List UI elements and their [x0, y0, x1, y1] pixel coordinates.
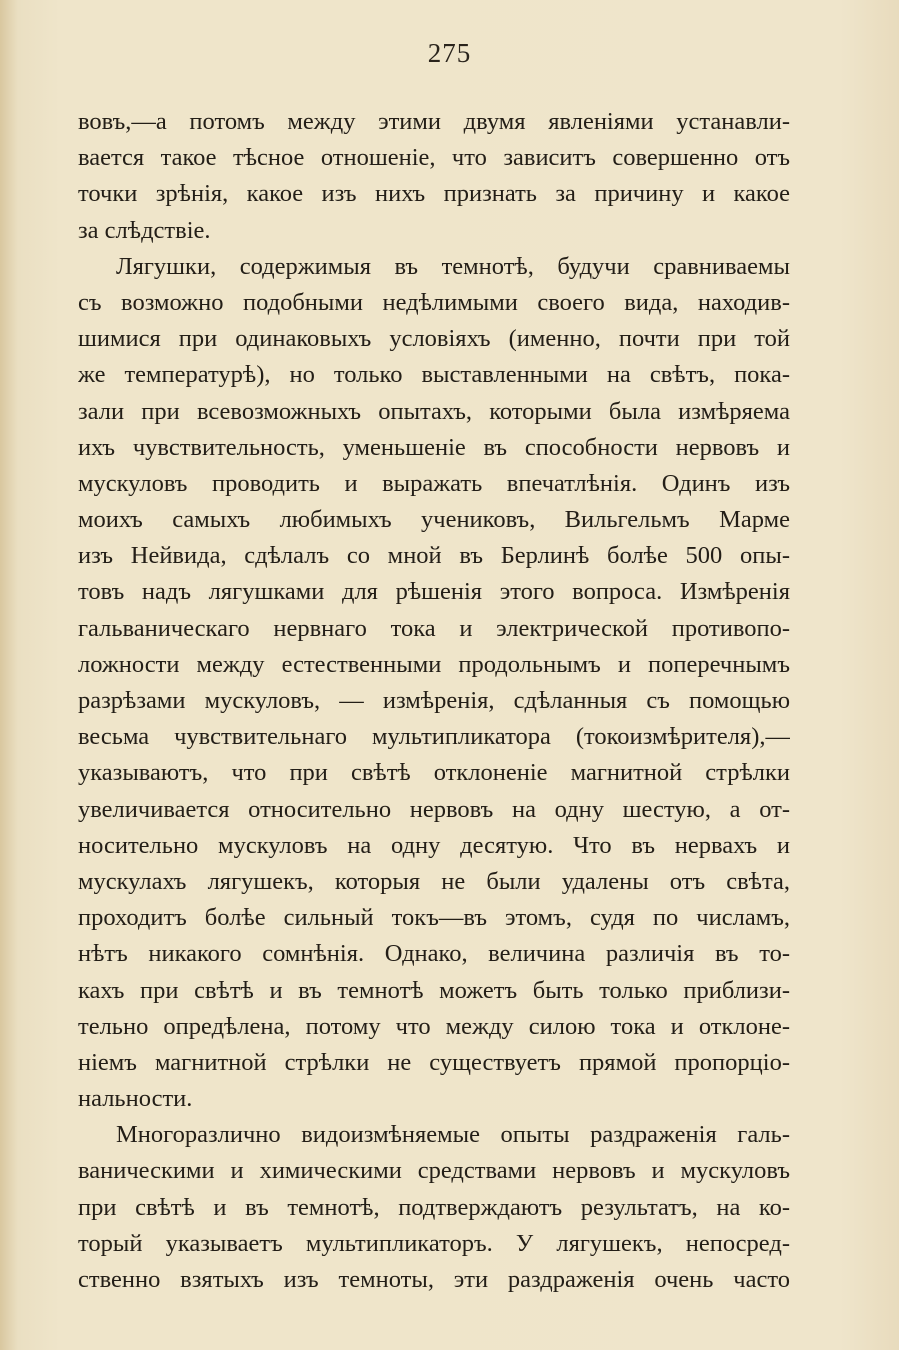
text-line: нальности.	[78, 1085, 193, 1113]
text-line: тельно опредѣлена, потому что между силою тока и отклоне-	[78, 1012, 790, 1040]
text-line: весьма чувствительнаго мультипликатора (токоизмѣрителя),—	[78, 723, 790, 751]
text-line: точки зрѣнія, какое изъ нихъ признать за причину и какое	[78, 180, 790, 208]
text-line: вается такое тѣсное отношеніе, что зависитъ совершенно отъ	[78, 144, 790, 172]
text-line: зали при всевозможныхъ опытахъ, которыми была измѣряема	[78, 397, 790, 425]
paragraph-start-line: Многоразлично видоизмѣняемые опыты раздраженія галь-	[116, 1121, 790, 1149]
text-line: изъ Нейвида, сдѣлалъ со мной въ Берлинѣ болѣе 500 опы-	[78, 542, 790, 570]
text-line: ственно взятыхъ изъ темноты, эти раздраженія очень часто	[78, 1266, 790, 1293]
text-line: ложности между естественными продольнымъ и поперечнымъ	[78, 650, 790, 678]
text-line: ваническими и химическими средствами нервовъ и мускуловъ	[78, 1157, 790, 1185]
text-line: же температурѣ), но только выставленными на свѣтъ, пока-	[78, 361, 790, 389]
text-line: проходитъ болѣе сильный токъ—въ этомъ, судя по числамъ,	[78, 904, 790, 932]
text-line: съ возможно подобными недѣлимыми своего вида, находив-	[78, 288, 790, 316]
text-line: кахъ при свѣтѣ и въ темнотѣ можетъ быть только приблизи-	[78, 976, 790, 1004]
text-line: вовъ,—а потомъ между этими двумя явленіями устанавли-	[78, 108, 790, 135]
text-line: носительно мускуловъ на одну десятую. Что въ нервахъ и	[78, 831, 790, 859]
paragraph-start-line: Лягушки, содержимыя въ темнотѣ, будучи сравниваемы	[116, 252, 790, 280]
text-line: гальваническаго нервнаго тока и электрической противопо-	[78, 614, 790, 642]
text-line: моихъ самыхъ любимыхъ учениковъ, Вильгельмъ Марме	[78, 506, 790, 534]
text-line: ихъ чувствительность, уменьшеніе въ способности нервовъ и	[78, 433, 790, 461]
text-line: нѣтъ никакого сомнѣнія. Однако, величина различія въ то-	[78, 940, 790, 968]
text-line: товъ надъ лягушками для рѣшенія этого вопроса. Измѣренія	[78, 578, 790, 606]
text-line: указываютъ, что при свѣтѣ отклоненіе магнитной стрѣлки	[78, 759, 790, 787]
text-line: разрѣзами мускуловъ, — измѣренія, сдѣланныя съ помощью	[78, 687, 790, 714]
text-line: увеличивается относительно нервовъ на одну шестую, а от-	[78, 795, 790, 823]
body-text	[78, 104, 790, 1298]
text-line: ніемъ магнитной стрѣлки не существуетъ прямой пропорціо-	[78, 1048, 790, 1076]
text-line: мускуловъ проводить и выражать впечатлѣнія. Одинъ изъ	[78, 469, 790, 497]
text-line: при свѣтѣ и въ темнотѣ, подтверждаютъ результатъ, на ко-	[78, 1193, 790, 1221]
page-number: 275	[427, 38, 472, 68]
text-line: шимися при одинаковыхъ условіяхъ (именно, почти при той	[78, 325, 790, 353]
text-line: торый указываетъ мультипликаторъ. У лягушекъ, непосред-	[78, 1229, 790, 1257]
text-line: мускулахъ лягушекъ, которыя не были удалены отъ свѣта,	[78, 867, 790, 895]
text-line: за слѣдствіе.	[78, 216, 211, 244]
